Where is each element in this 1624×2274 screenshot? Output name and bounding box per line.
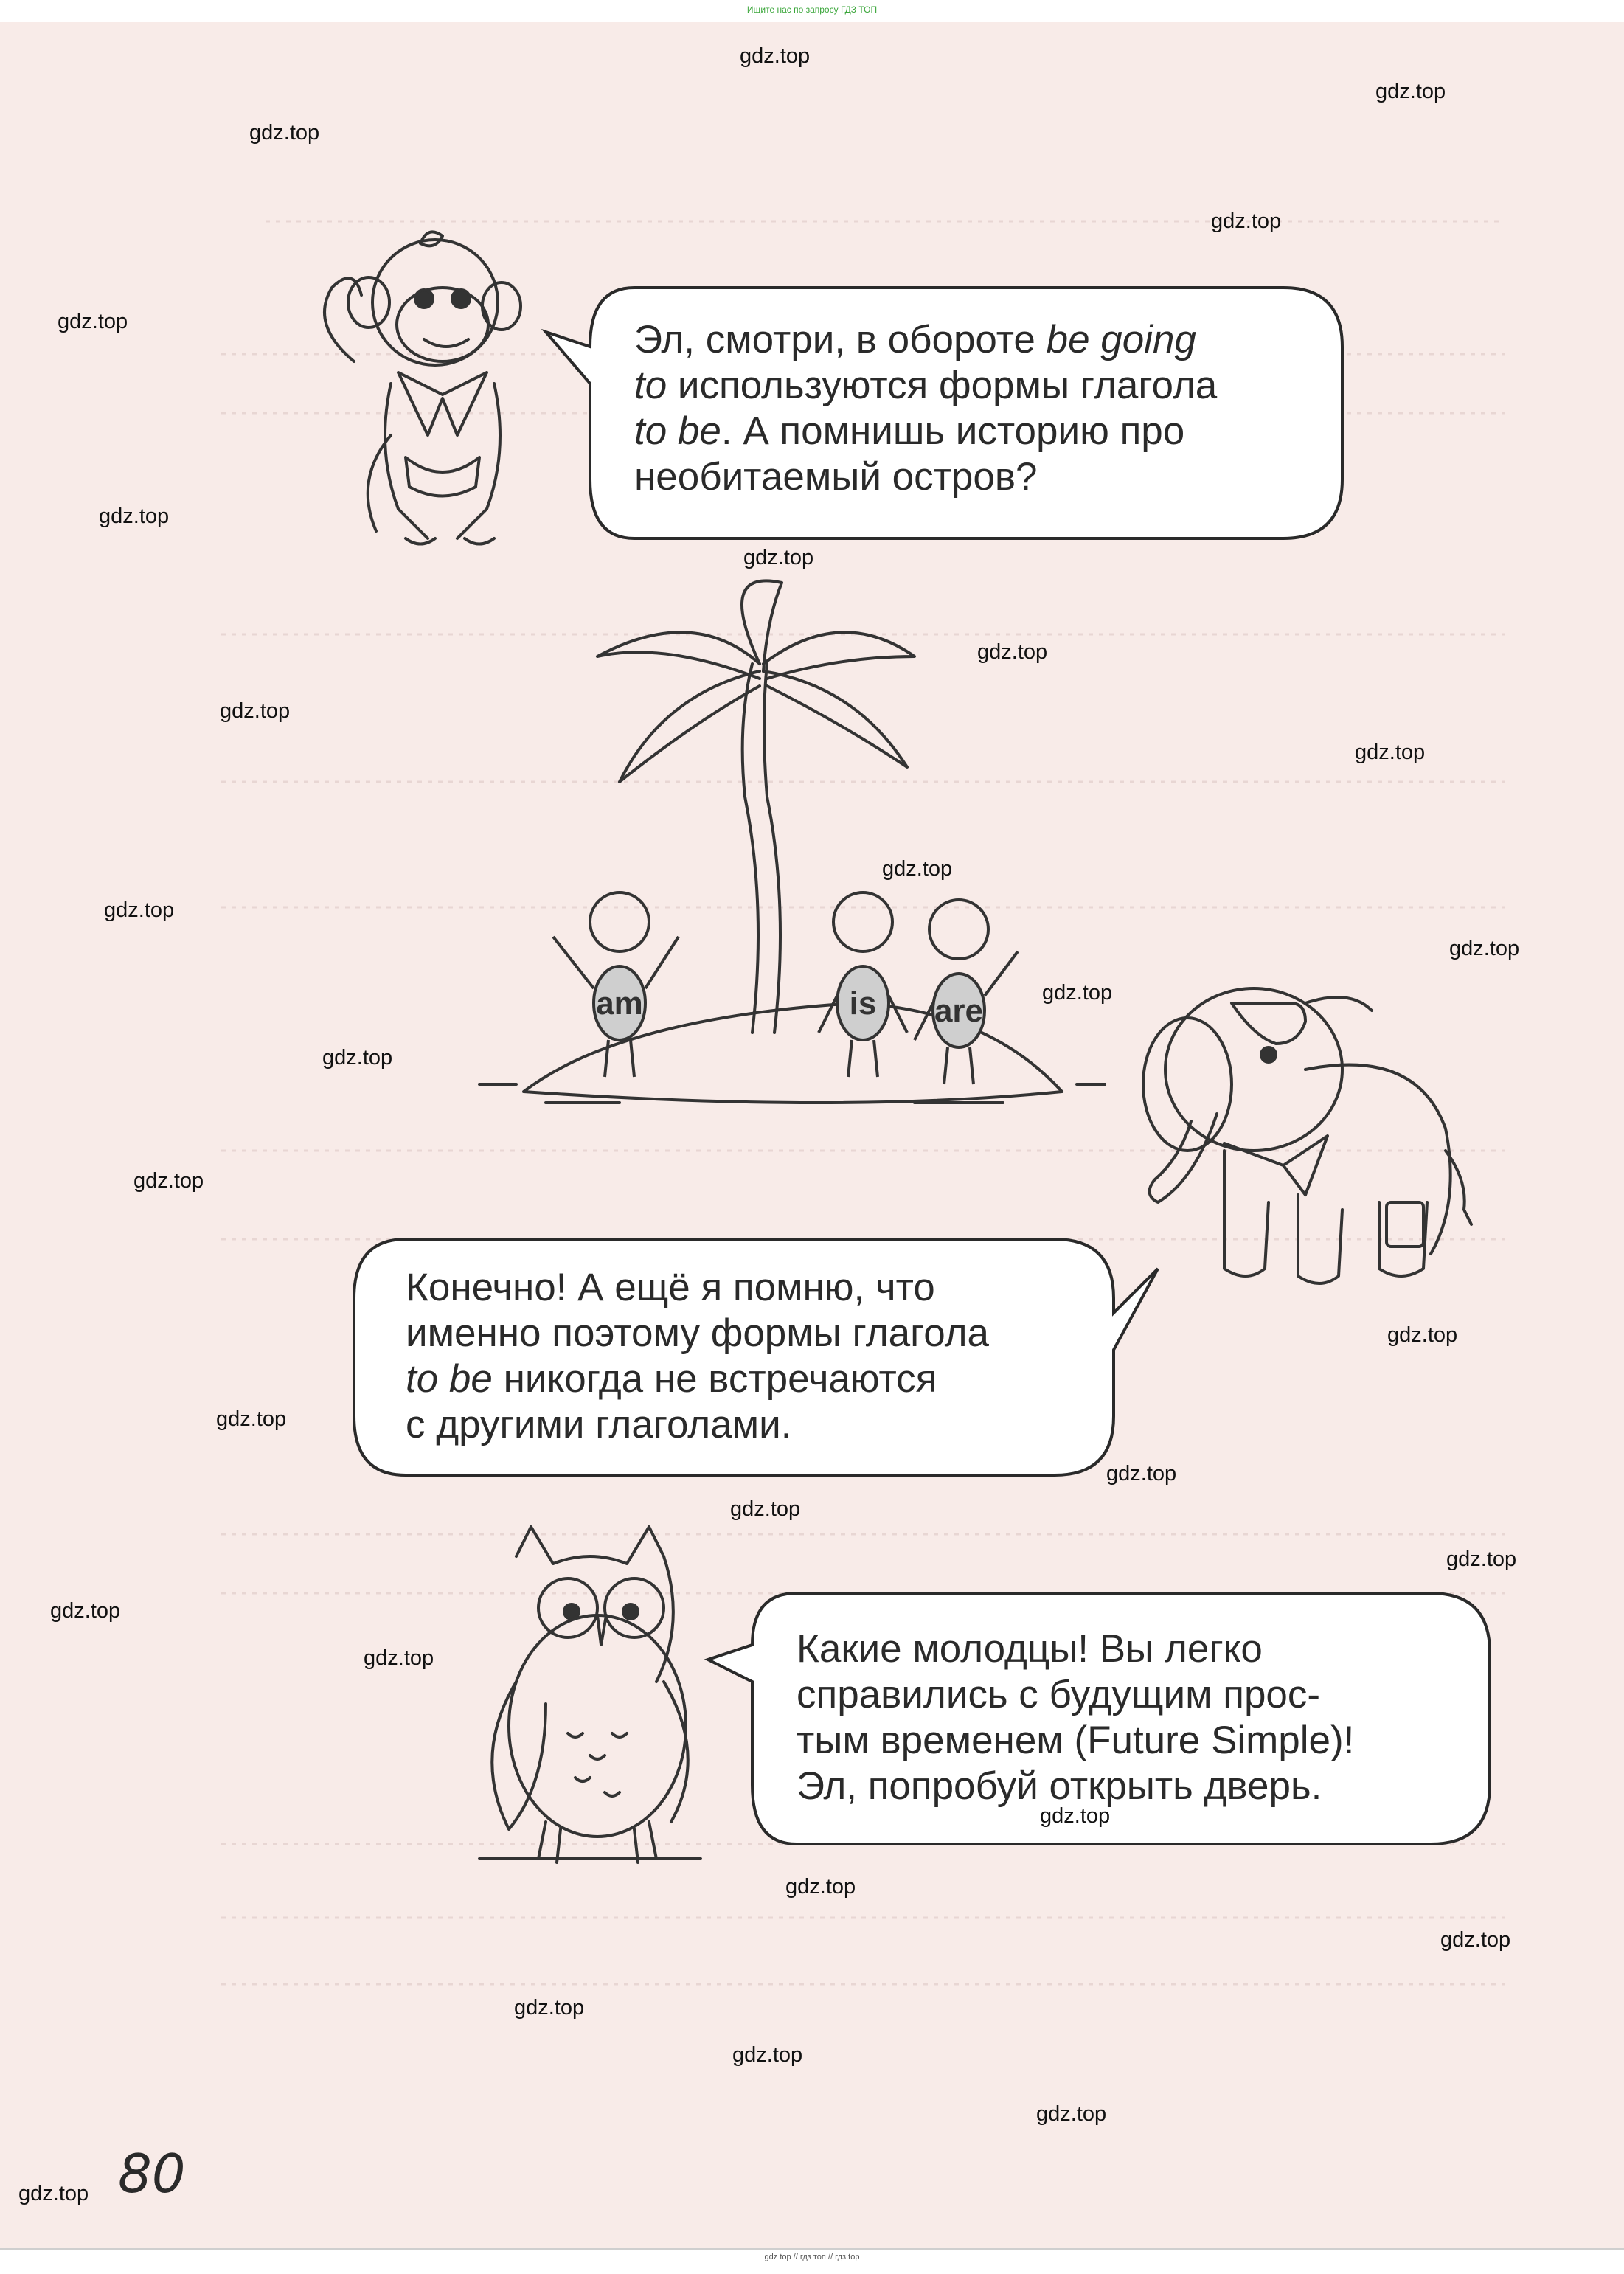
elephant-illustration (1136, 959, 1475, 1306)
watermark: gdz.top (249, 121, 320, 145)
elephant-bubble-text: Конечно! А ещё я помню, что именно поэтому формы глагола to be никогда не встречаются с другими глаголами. (406, 1266, 989, 1446)
watermark: gdz.top (220, 699, 291, 723)
monkey-speech-bubble (546, 288, 1342, 538)
watermark: gdz.top (104, 898, 175, 922)
watermark: gdz.top (99, 505, 170, 528)
island-label-is: is (849, 985, 877, 1022)
watermark: gdz.top (740, 44, 811, 68)
bottom-divider (0, 2248, 1624, 2250)
watermark: gdz.top (1211, 209, 1282, 233)
watermark: gdz.top (58, 310, 128, 333)
watermark: gdz.top (1106, 1462, 1177, 1486)
watermark: gdz.top (1387, 1323, 1458, 1347)
watermark: gdz.top (743, 546, 814, 569)
island-label-are: are (934, 993, 984, 1029)
owl-illustration (465, 1512, 715, 1866)
watermark: gdz.top (732, 2043, 803, 2067)
watermark: gdz.top (977, 640, 1048, 664)
watermark: gdz.top (133, 1169, 204, 1193)
watermark: gdz.top (1042, 981, 1113, 1005)
monkey-illustration (310, 214, 546, 561)
top-banner[interactable]: Ищите нас по запросу ГДЗ ТОП (746, 4, 878, 15)
watermark: gdz.top (730, 1497, 801, 1521)
watermark: gdz.top (514, 1996, 585, 2020)
watermark: gdz.top (322, 1046, 393, 1070)
elephant-speech-bubble (354, 1239, 1158, 1475)
page-number: 80 (118, 2143, 186, 2205)
watermark: gdz.top (216, 1407, 287, 1431)
watermark: gdz.top (1040, 1804, 1111, 1828)
watermark: gdz.top (1449, 937, 1520, 960)
owl-bubble-text: Какие молодцы! Вы легко справились с будущим прос- тым временем (Future Simple)! Эл, попробуй открыть дверь. (797, 1627, 1355, 1808)
watermark: gdz.top (785, 1875, 856, 1899)
watermark: gdz.top (882, 857, 953, 881)
watermark: gdz.top (1440, 1928, 1511, 1952)
watermark: gdz.top (1446, 1547, 1517, 1571)
watermark: gdz.top (364, 1646, 434, 1670)
watermark: gdz.top (1375, 80, 1446, 103)
watermark: gdz.top (1036, 2102, 1107, 2126)
watermark: gdz.top (18, 2182, 89, 2205)
watermark: gdz.top (50, 1599, 121, 1623)
bottom-banner[interactable]: gdz top // гдз топ // гдз.top (764, 2253, 860, 2261)
island-label-am: am (596, 985, 643, 1022)
monkey-bubble-text: Эл, смотри, в обороте be going to используются формы глагола to be. А помнишь историю про необитаемый остров? (634, 318, 1218, 499)
watermark: gdz.top (1355, 741, 1426, 764)
